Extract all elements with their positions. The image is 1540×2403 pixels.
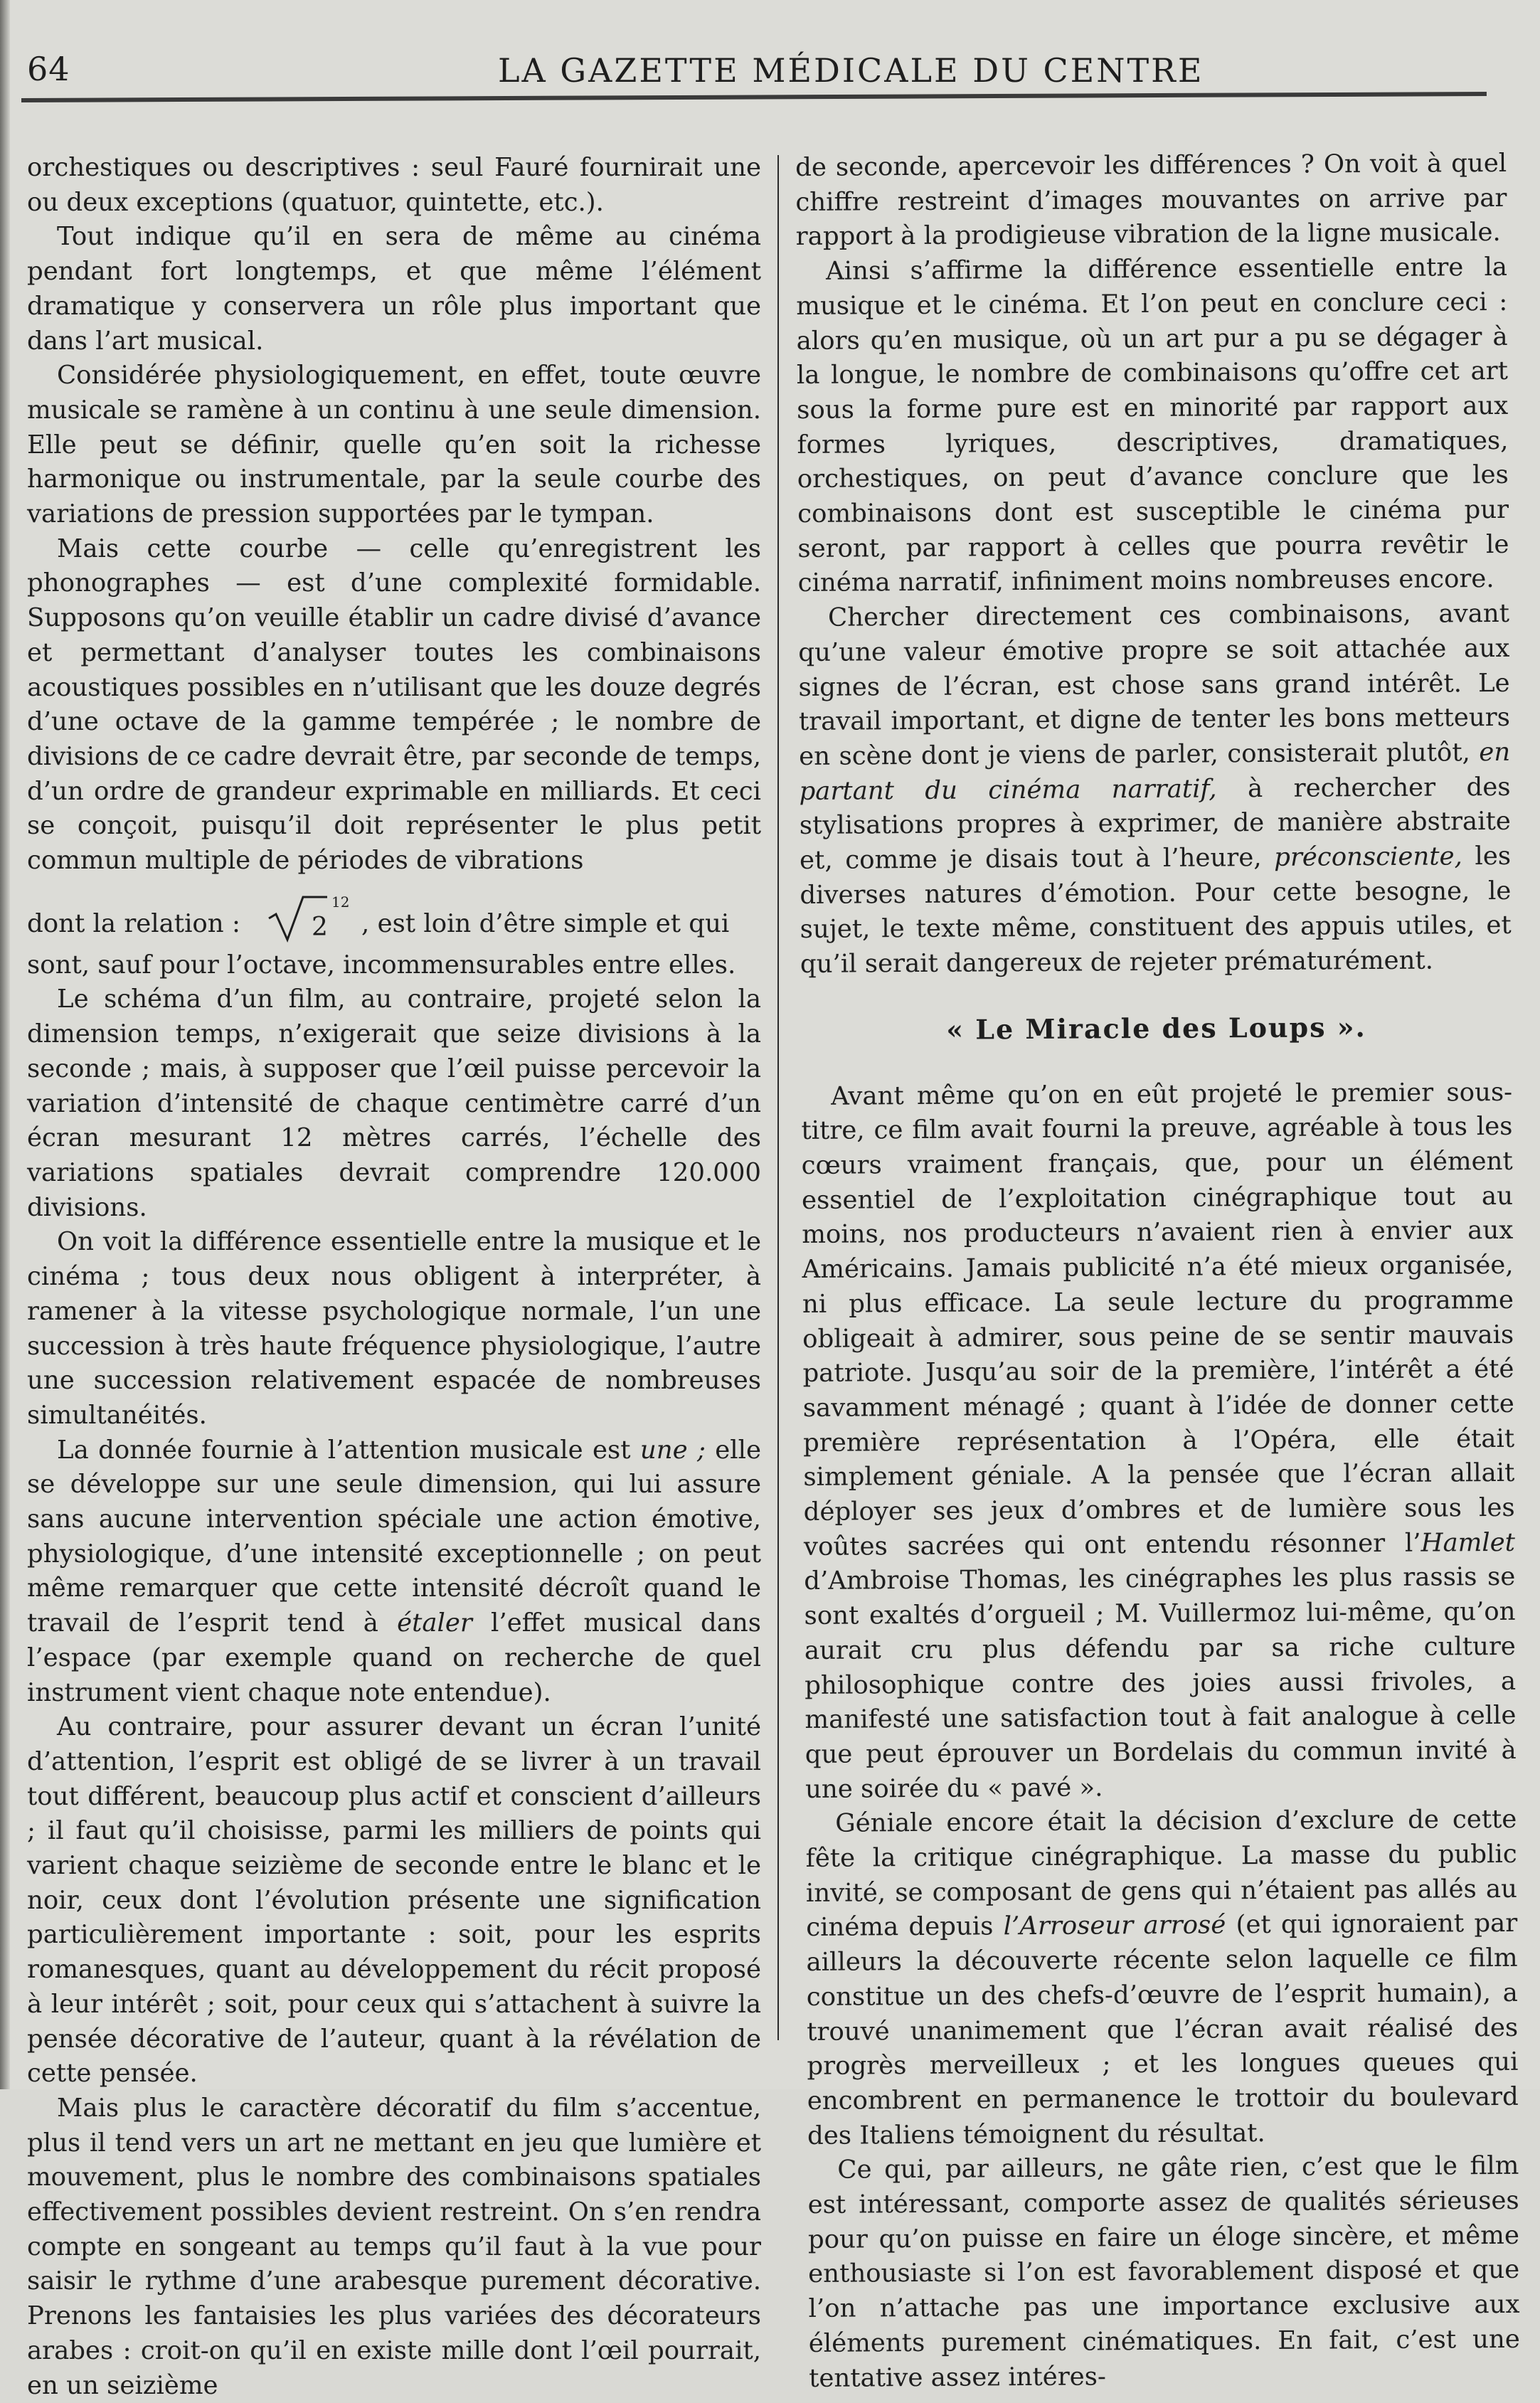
running-header [0,43,1540,100]
paragraph: sont, sauf pour l’octave, incommensurables entre elles. [27,950,736,980]
paragraph: Ainsi s’affirme la différence essentielle entre la musique et le cinéma. Et l’on peut en conclure ceci : alors qu’en musique, où un art pur a pu se dégager à la longue, le nombre de combinaisons qu’offre cet art sous la forme pure est en minorité par rapport aux formes lyriques, descriptives, dramatiques, orchestiques, on peut d’avance conclure que les combinaisons dont est susceptible le cinéma pur seront, par rapport à celles que pourra revêtir le cinéma narratif, infiniment moins nombreuses encore. [796,252,1509,598]
page-number: 64 [27,50,70,88]
emphasis: une ; [639,1435,706,1465]
paragraph: Mais plus le caractère décoratif du film s’accentue, plus il tend vers un art ne mettant en jeu que lumière et mouvement, plus le nombre des combinaisons spatiales effectivement possibles devient restreint. On s’en rendra compte en songeant au temps qu’il faut à la vue pour saisir le rythme d’une arabesque purement décorative. Prenons les fantaisies les plus variées des décorateurs arabes : croit-on qu’il en existe mille dont l’œil pourrait, en un seizième [27,2093,761,2400]
formula-lead: dont la relation : [27,908,240,938]
emphasis: l’Arroseur arrosé [1003,1910,1226,1941]
emphasis: étaler [397,1608,472,1638]
paragraph: Mais cette courbe — celle qu’enregistrent les phonographes — est d’une complexité formidable. Supposons qu’on veuille établir un cadre divisé d’avance et permettant d’analyser toutes les combinaisons acoustiques possibles en n’utilisant que les douze degrés d’une octave de la gamme tempérée ; le nombre de divisions de ce cadre devrait être, par seconde de temps, d’un ordre de grandeur exprimable en milliards. Et ceci se conçoit, puisqu’il doit représenter le plus petit commun multiple de périodes de vibrations [27,534,761,876]
formula-line [27,879,761,948]
emphasis: en partant du cinéma narratif, [799,737,1511,806]
paragraph: Ce qui, par ailleurs, ne gâte rien, c’est que le film est intéressant, comporte assez de qualités sérieuses pour qu’on puisse en faire un éloge sincère, et même enthousiaste si l’on est favorablement disposé et que l’on n’attache pas une importance exclusive aux éléments purement cinématiques. En fait, c’est une tentative assez intéres- [807,2151,1520,2393]
column-divider [777,155,779,2040]
paragraph: de seconde, apercevoir les différences ? On voit à quel chiffre restreint d’images mouvantes on arrive par rapport à la prodigieuse vibration de la ligne musicale. [795,148,1507,252]
formula-tail: , est loin d’être simple et qui [361,908,730,938]
formula-radicand: 2 [312,912,328,942]
left-column [27,151,761,2403]
paragraph: Considérée physiologiquement, en effet, toute œuvre musicale se ramène à un continu à une seule dimension. Elle peut se définir, quelle qu’en soit la richesse harmonique ou instrumentale, par la seule courbe des variations de pression supportées par le tympan. [27,361,761,529]
paragraph: La donnée fournie à l’attention musicale est une ; elle se développe sur une seule dimension, qui lui assure sans aucune intervention spéciale une action émotive, physiologique, d’une intensité exceptionnelle ; on peut même remarquer que cette intensité décroît quand le travail de l’esprit tend à étaler l’effet musical dans l’espace (par exemple quand on recherche de quel instrument vient chaque note entendue). [27,1435,762,1707]
paragraph: Avant même qu’on en eût projeté le premier sous-titre, ce film avait fourni la preuve, agréable à tous les cœurs vraiment français, que, pour un élément essentiel de l’exploitation cinégraphique tout au moins, nos producteurs n’avaient rien à envier aux Américains. Jamais publicité n’a été mieux organisée, ni plus efficace. La seule lecture du programme obligeait à admirer, sous peine de se sentir mauvais patriote. Jusqu’au soir de la première, l’intérêt a été savamment ménagé ; quant à l’idée de donner cette première représentation à l’Opéra, elle était simplement géniale. A la pensée que l’écran allait déployer ses jeux d’ombres et de lumière sous les voûtes sacrées qui ont entendu résonner l’Hamlet d’Ambroise Thomas, les cinégraphes les plus rassis se sont exaltés d’orgueil ; M. Vuillermoz lui-même, qu’on aurait cru plus défendu par sa riche culture philosophique contre des joies aussi frivoles, a manifesté une satisfaction tout à fait analogue à celle que peut éprouver un Bordelais du commun invité à une soirée du « pavé ». [801,1077,1517,1804]
publication-title: LA GAZETTE MÉDICALE DU CENTRE [498,51,1204,90]
right-column [795,147,1520,2396]
emphasis: préconsciente, [1274,842,1462,872]
paragraph: Chercher directement ces combinaisons, avant qu’une valeur émotive propre se soit attachée aux signes de l’écran, est chose sans grand intérêt. Le travail important, et digne de tenter les bons metteurs en scène dont je viens de parler, consisterait plutôt, en partant du cinéma narratif, à rechercher des stylisations propres à exprimer, de manière abstraite et, comme je disais tout à l’heure, préconsciente, les diverses natures d’émotion. Pour cette besogne, le sujet, le texte même, constituent des appuis utiles, et qu’il serait dangereux de rejeter prématurément. [798,599,1512,980]
section-heading: « Le Miracle des Loups ». [946,1010,1366,1046]
paragraph: On voit la différence essentielle entre la musique et le cinéma ; tous deux nous obligent à interpréter, à ramener à la vitesse psychologique normale, l’un une succession à très haute fréquence physiologique, l’autre une succession relativement espacée de nombreuses simultanéités. [27,1227,761,1430]
page-binding-edge [0,0,10,2089]
emphasis: Hamlet [1420,1527,1516,1558]
paragraph: Le schéma d’un film, au contraire, projeté selon la dimension temps, n’exigerait que seize divisions à la seconde ; mais, à supposer que l’œil puisse percevoir la variation d’intensité de chaque centimètre carré d’un écran mesurant 12 mètres carrés, l’échelle des variations spatiales devrait comprendre 120.000 divisions. [27,985,761,1222]
paragraph: orchestiques ou descriptives : seul Fauré fournirait une ou deux exceptions (quatuor, quintette, etc.). [27,153,761,217]
paragraph: Au contraire, pour assurer devant un écran l’unité d’attention, l’esprit est obligé de se livrer à un travail tout différent, beaucoup plus actif et conscient d’ailleurs ; il faut qu’il choisisse, parmi les milliers de points qui varient chaque seizième de seconde entre le blanc et le noir, ceux dont l’évolution présente une signification particulièrement importante : soit, pour les esprits romanesques, quant au développement du récit proposé à leur intérêt ; soit, pour ceux qui s’attachent à suivre la pensée décorative de l’auteur, quant à la révélation de cette pensée. [27,1712,761,2089]
paragraph: Tout indique qu’il en sera de même au cinéma pendant fort longtemps, et que même l’élément dramatique y conservera un rôle plus important que dans l’art musical. [27,222,761,356]
paragraph: Géniale encore était la décision d’exclure de cette fête la critique cinégraphique. La masse du public invité, se composant de gens qui n’étaient pas allés au cinéma depuis l’Arroseur arrosé (et qui ignoraient par ailleurs la découverte récente selon laquelle ce film constitue un des chefs-d’œuvre de l’esprit humain), a trouvé unanimement que l’écran avait réalisé des progrès merveilleux ; et les longues queues qui encombrent en permanence le trottoir du boulevard des Italiens témoignent du résultat. [805,1805,1519,2150]
root-formula [266,893,351,943]
formula-index: 12 [331,893,350,911]
